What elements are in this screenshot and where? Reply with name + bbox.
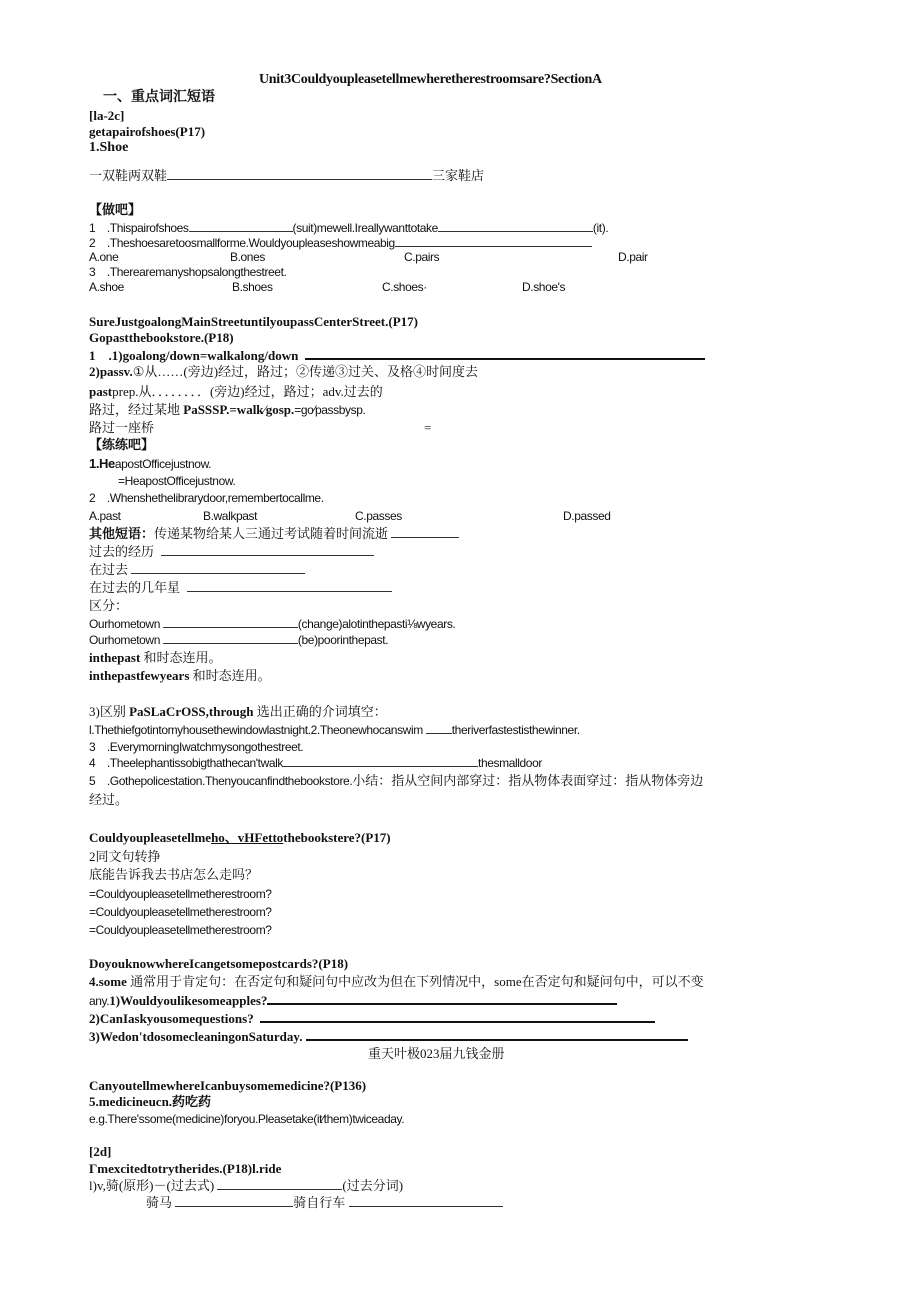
instruction: 2同文句转挣 — [89, 849, 161, 864]
vocab-item: 5.medicineucn.药吃药 — [89, 1094, 212, 1109]
definition-line: 路过一座桥 — [89, 420, 155, 435]
phrase-heading: getapairofshoes(P17) — [89, 124, 206, 139]
option: C.passes — [355, 509, 402, 523]
phrase-line: 过去的经历 — [89, 544, 374, 560]
sentence-heading: Gopastthebookstore.(P18) — [89, 330, 234, 345]
page-title: Unit3Couldyoupleasetellmewheretherestroomsare?SectionA — [259, 72, 602, 87]
exercise-line: Ourhometown (change)alotinthepasti⅛wyears. — [89, 617, 456, 631]
section-tag: [2d] — [89, 1144, 112, 1159]
vocab-item: 1.Shoe — [89, 140, 129, 155]
exercise-line: 3)Wedon'tdosomecleaningonSaturday. — [89, 1028, 688, 1045]
phrase-line: 1 .1)goalong/down=walkalong/down — [89, 347, 705, 364]
sentence-heading: Couldyoupleasetellmeho、vHFettothebookstere?(P17) — [89, 830, 391, 845]
exercise-line: =Couldyoupleasetellmetherestroom? — [89, 887, 272, 901]
section-tag: [la-2c] — [89, 108, 125, 123]
answer-blank[interactable] — [189, 220, 293, 232]
phrase-line: 在过去 — [89, 562, 305, 578]
option: B.walkpast — [203, 509, 258, 523]
answer-blank[interactable] — [163, 632, 298, 644]
answer-blank[interactable] — [305, 347, 705, 360]
answer-blank[interactable] — [217, 1178, 342, 1190]
answer-blank[interactable] — [283, 755, 478, 767]
note-line: inthepast 和时态连用。 — [89, 650, 222, 665]
definition-line: l)v,骑(原形)－(过去式) (过去分词) — [89, 1178, 404, 1193]
answer-blank[interactable] — [175, 1195, 293, 1207]
note-line: inthepastfewyears 和时态连用。 — [89, 668, 271, 683]
translation-line: 一双鞋两双鞋 三家鞋店 — [89, 168, 485, 183]
sentence-heading: Γmexcitedtotrytherides.(P18)l.ride — [89, 1161, 282, 1176]
option: B.ones — [230, 250, 265, 264]
example-line: e.g.There'ssome(medicine)foryou.Pleasetake(it⁄them)twiceaday. — [89, 1112, 405, 1126]
answer-blank[interactable] — [391, 526, 459, 538]
answer-blank[interactable] — [395, 235, 592, 247]
sentence-heading: DoyouknowwhereIcangetsomepostcards?(P18) — [89, 956, 349, 971]
option: B.shoes — [232, 280, 273, 294]
definition-line: 4.some 通常用于肯定句：在否定句和疑问句中应改为但在下列情况中，some在否定句和疑问句中，可以不变 — [89, 974, 704, 989]
answer-blank[interactable] — [260, 1010, 655, 1023]
exercise-line: 3 .Therearemanyshopsalongthestreet. — [89, 265, 287, 279]
exercise-line: 5 .Gothepolicestation.Thenyoucanfindthebookstore.小结：指从空间内部穿过：指从物体表面穿过：指从物体旁边 — [89, 773, 704, 788]
exercise-line: 2 .Whenshethelibrarydoor,remembertocallme. — [89, 491, 324, 505]
answer-blank[interactable] — [349, 1195, 503, 1207]
phrase-line: 骑马 骑自行车 — [146, 1195, 503, 1211]
option: A.one — [89, 250, 119, 264]
section-heading: 一、重点词汇短语 — [103, 90, 215, 105]
answer-blank[interactable] — [167, 168, 432, 180]
footer-note: 重天叶极023届九钱金册 — [368, 1046, 505, 1061]
exercise-line: 2 .Theshoesaretoosmallforme.Wouldyoupleaseshowmeabig — [89, 235, 592, 251]
label: 区分： — [89, 598, 129, 613]
sentence-heading: CanyoutellmewhereIcanbuysomemedicine?(P136) — [89, 1078, 367, 1093]
exercise-line: =Couldyoupleasetellmetherestroom? — [89, 905, 272, 919]
definition-line: pastprep.从．．．．．．．．(旁边)经过，路过；adv.过去的 — [89, 384, 383, 399]
exercise-line: any.1)Wouldyoulikesomeapples? — [89, 992, 617, 1009]
sentence-heading: SureJustgoalongMainStreetuntilyoupassCenterStreet.(P17) — [89, 314, 418, 329]
exercise-line: l.Thethiefgotintomyhousethewindowlastnight.2.Theonewhocanswim theriverfastestisthewinner. — [89, 723, 580, 737]
exercise-line: 1 .Thispairofshoes (suit)mewell.Ireallywanttotake (it). — [89, 221, 609, 235]
option: D.shoe's — [522, 280, 566, 294]
answer-blank[interactable] — [163, 616, 298, 628]
definition-line: 路过，经过某地 PaSSSP.=walk⁄gosp.=go⁄passbysp. — [89, 402, 366, 417]
exercise-line: 4 .Theelephantissobigthathecan'twalk thesmalldoor — [89, 756, 542, 770]
exercise-line: 2)CanIaskyousomequestions? — [89, 1010, 655, 1027]
option: C.shoes· — [382, 280, 427, 294]
answer-blank[interactable] — [267, 992, 617, 1005]
phrase-line: 其他短语：传递某物给某人三通过考试随着时间流逝 — [89, 526, 459, 542]
exercise-line: 1.HeapostOfficejustnow. — [89, 456, 212, 471]
answer-blank[interactable] — [426, 722, 452, 734]
option: D.passed — [563, 509, 611, 523]
sentence-heading: 3)区别 PaSLaCrOSS,through 选出正确的介词填空： — [89, 704, 387, 719]
phrase-line: 在过去的几年星 — [89, 580, 392, 596]
answer-blank[interactable] — [438, 220, 593, 232]
option: D.pair — [618, 250, 648, 264]
exercise-line: Ourhometown (be)poorinthepast. — [89, 633, 389, 647]
practice-heading: 【练练吧】 — [89, 437, 155, 452]
answer-blank[interactable] — [131, 562, 305, 574]
option: A.shoe — [89, 280, 124, 294]
answer-blank[interactable] — [187, 580, 392, 592]
equals-mark: = — [424, 420, 432, 435]
exercise-line: =HeapostOfficejustnow. — [118, 474, 236, 488]
practice-heading: 【做吧】 — [89, 202, 142, 217]
option: A.past — [89, 509, 121, 523]
exercise-line: 经过。 — [89, 792, 129, 807]
answer-blank[interactable] — [306, 1028, 688, 1041]
exercise-line: =Couldyoupleasetellmetherestroom? — [89, 923, 272, 937]
option: C.pairs — [404, 250, 440, 264]
answer-blank[interactable] — [161, 544, 374, 556]
definition-line: 2)passv.①从……(旁边)经过，路过；②传递③过关、及格④时间度去 — [89, 364, 479, 379]
exercise-line: 3 .EverymorningIwatchmysongothestreet. — [89, 740, 304, 754]
translation-line: 底能告诉我去书店怎么走吗？ — [89, 867, 259, 882]
